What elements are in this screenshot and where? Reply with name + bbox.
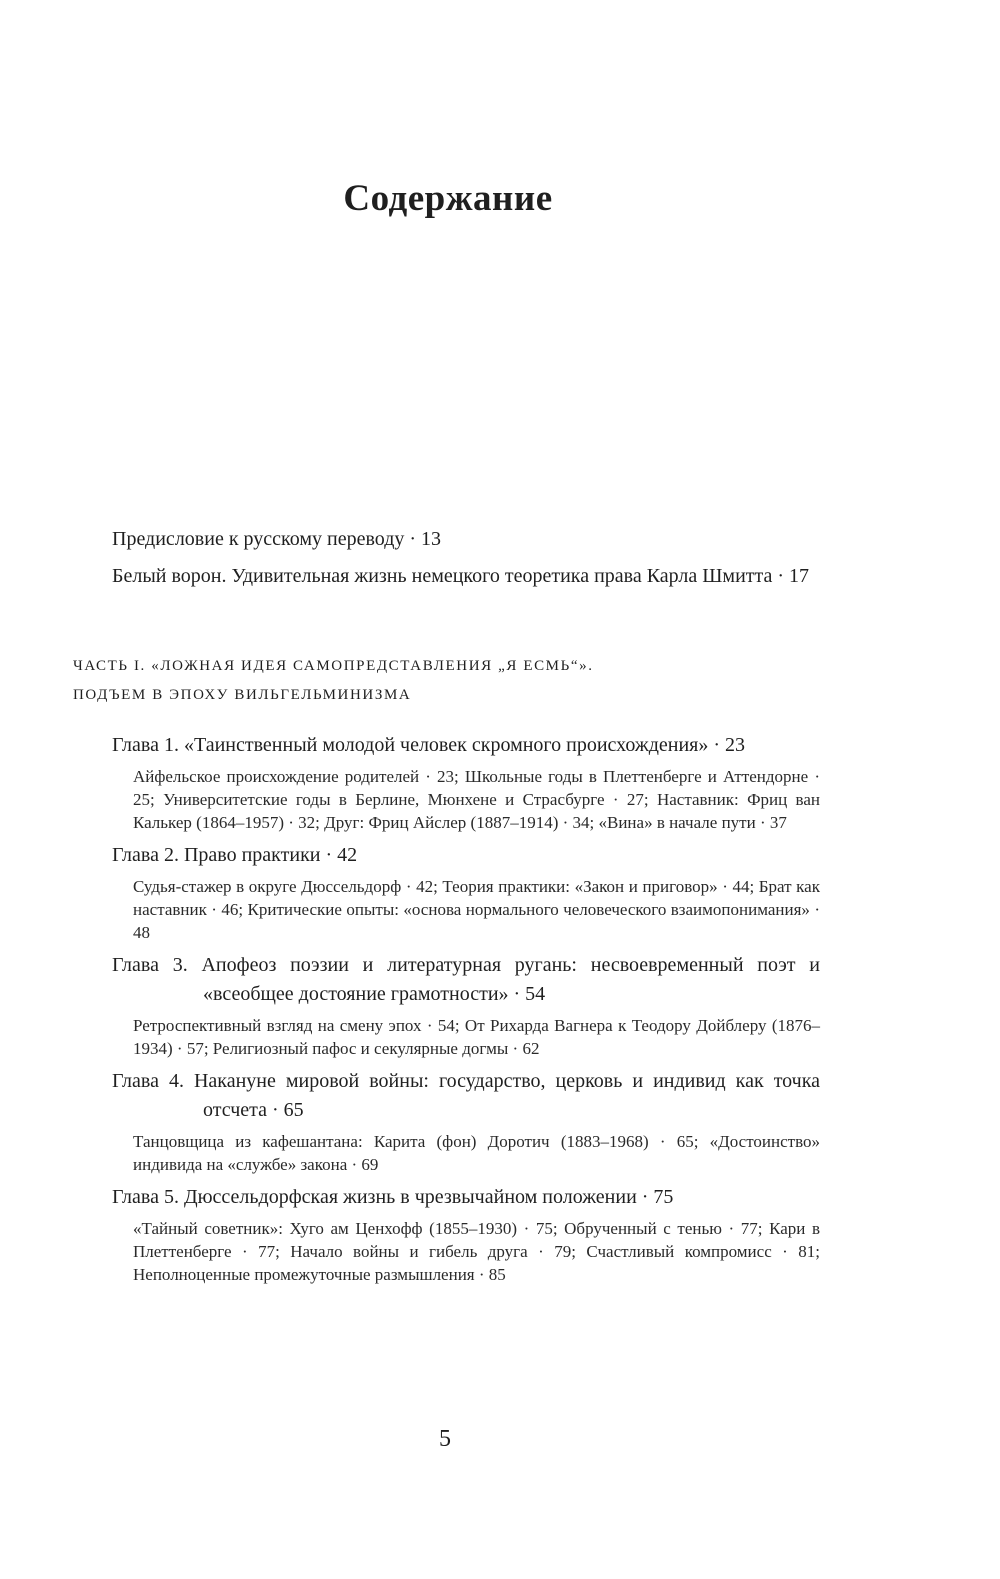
toc-entry-introduction: Белый ворон. Удивительная жизнь немецкого теоретика права Карла Шмитта · 17 xyxy=(112,565,810,587)
chapter-1 xyxy=(112,731,820,834)
chapter-2 xyxy=(112,841,820,944)
chapter-title: Глава 4. Накануне мировой войны: государство, церковь и индивид как точка отсчета · 65 xyxy=(112,1070,820,1121)
part-heading xyxy=(73,652,833,710)
chapter-title: Глава 1. «Таинственный молодой человек скромного происхождения» · 23 xyxy=(112,734,746,756)
chapter-title: Глава 5. Дюссельдорфская жизнь в чрезвычайном положении · 75 xyxy=(112,1186,674,1208)
part-heading-line-1: ЧАСТЬ I. «ЛОЖНАЯ ИДЕЯ САМОПРЕДСТАВЛЕНИЯ „Я ЕСМЬ“». xyxy=(73,658,594,674)
chapter-subsections: Айфельское происхождение родителей · 23; Школьные годы в Плеттенберге и Аттендорне · 25; Университетские годы в Берлине, Мюнхене и Страсбурге · 27; Наставник: Фриц ван Калькер (1864–1957) · 32; Друг: Фриц Айслер (1887–1914) · 34; «Вина» в начале пути · 37 xyxy=(133,767,820,832)
toc-entry-preface: Предисловие к русскому переводу · 13 xyxy=(112,528,442,550)
part-heading-line-2: ПОДЪЕМ В ЭПОХУ ВИЛЬГЕЛЬМИНИЗМА xyxy=(73,687,412,703)
chapter-title: Глава 3. Апофеоз поэзии и литературная ругань: несвоевременный поэт и «всеобщее достояние грамотности» · 54 xyxy=(112,954,820,1005)
chapter-4 xyxy=(112,1067,820,1176)
chapter-3 xyxy=(112,951,820,1060)
front-matter-entries xyxy=(112,524,820,598)
chapter-subsections: Танцовщица из кафешантана: Карита (фон) Доротич (1883–1968) · 65; «Достоинство» индивида на «службе» закона · 69 xyxy=(133,1132,820,1174)
chapter-5 xyxy=(112,1183,820,1286)
chapter-subsections: Ретроспективный взгляд на смену эпох · 54; От Рихарда Вагнера к Теодору Дойблеру (1876–1934) · 57; Религиозный пафос и секулярные догмы · 62 xyxy=(133,1016,820,1058)
page-number: 5 xyxy=(439,1426,451,1452)
chapter-list xyxy=(112,731,820,1293)
chapter-subsections: Судья-стажер в округе Дюссельдорф · 42; Теория практики: «Закон и приговор» · 44; Брат как наставник · 46; Критические опыты: «основа нормального человеческого взаимопонимания» · 48 xyxy=(133,877,820,942)
chapter-subsections: «Тайный советник»: Хуго ам Ценхофф (1855–1930) · 75; Обрученный с тенью · 77; Кари в Плеттенберге · 77; Начало войны и гибель друга · 79; Счастливый компромисс · 81; Неполноценные промежуточные размышления · 85 xyxy=(133,1219,820,1284)
chapter-title: Глава 2. Право практики · 42 xyxy=(112,844,358,866)
page-title: Содержание xyxy=(343,177,553,219)
